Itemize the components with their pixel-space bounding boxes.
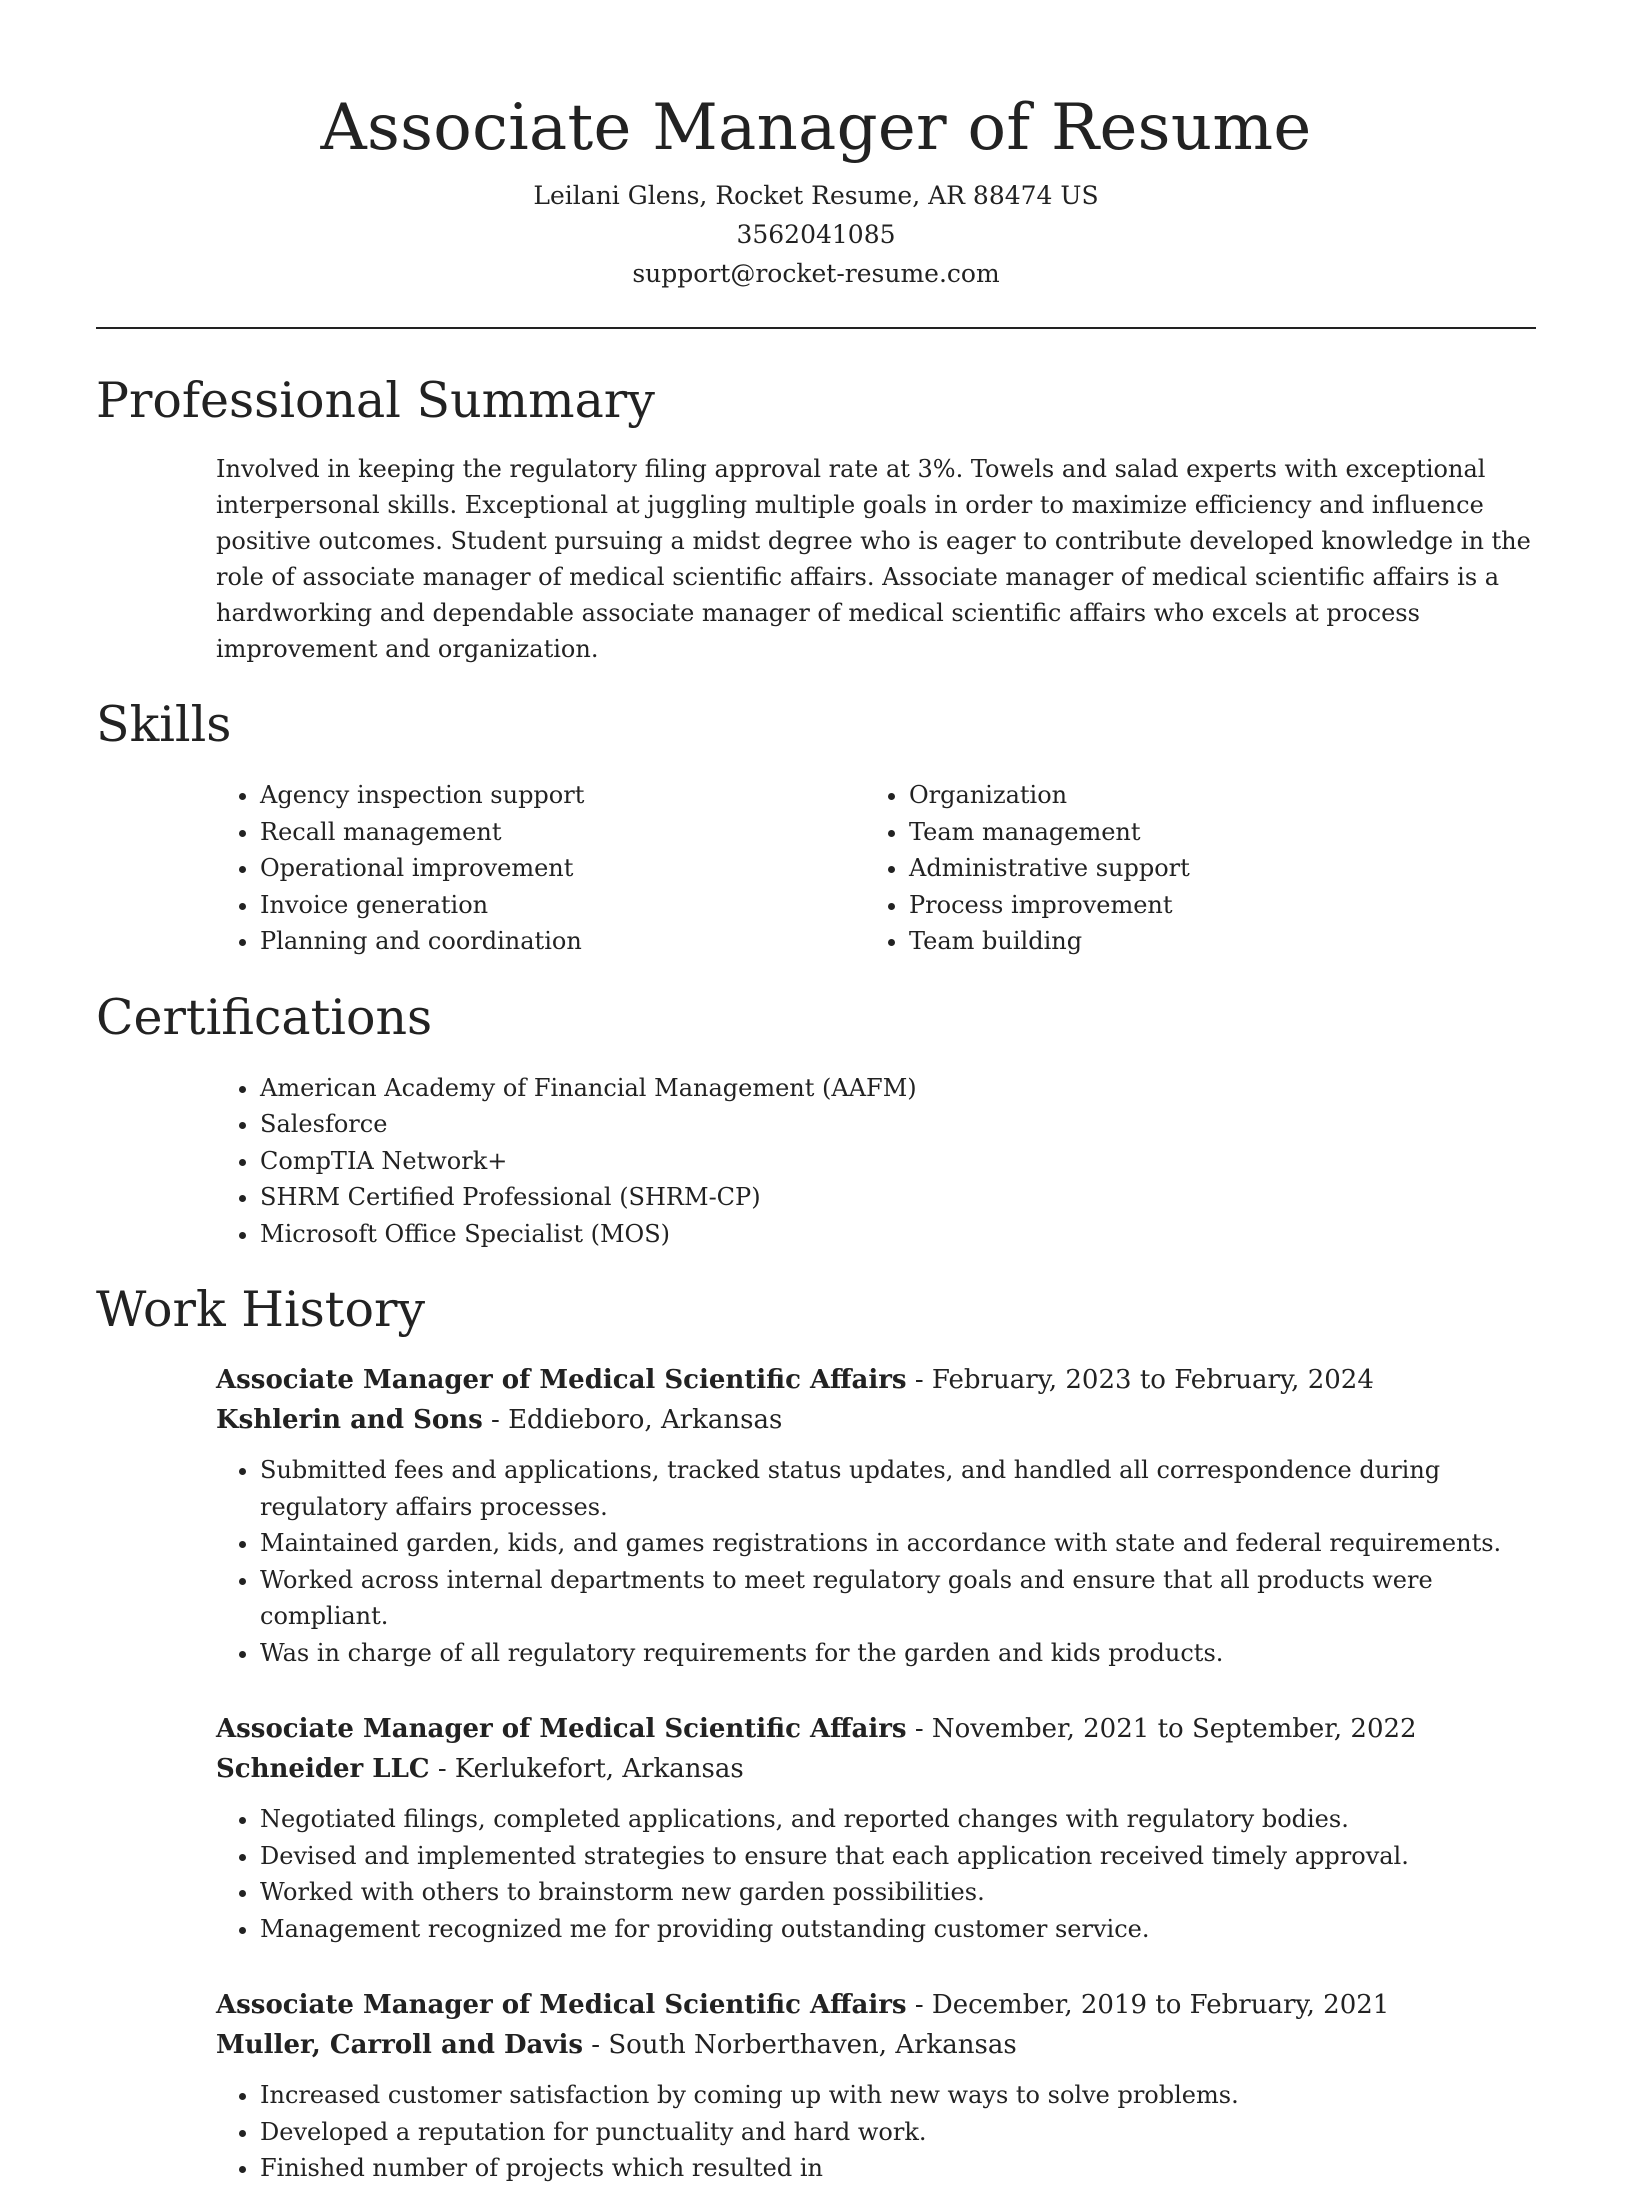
- job-location: Eddieboro, Arkansas: [508, 1405, 783, 1435]
- skill-item: • Process improvement: [909, 887, 1409, 924]
- job-company: Kshlerin and Sons: [216, 1405, 483, 1435]
- job-separator: -: [914, 1714, 932, 1744]
- resume-header: [96, 0, 1536, 293]
- job-bullet: • Devised and implemented strategies to ensure that each application received timely approval.: [260, 1838, 1536, 1875]
- job-bullet: • Worked with others to brainstorm new garden possibilities.: [260, 1874, 1536, 1911]
- job-bullets: [216, 1452, 1536, 1671]
- job-company-line: [216, 2025, 1536, 2065]
- job-separator: -: [591, 2030, 609, 2060]
- skills-columns: [96, 777, 1536, 960]
- job-title: Associate Manager of Medical Scientific Affairs: [216, 1365, 907, 1395]
- job-separator: -: [437, 1754, 455, 1784]
- skill-item: • Team management: [909, 814, 1409, 851]
- job-bullet: • Was in charge of all regulatory requirements for the garden and kids products.: [260, 1635, 1536, 1672]
- skill-item: • Agency inspection support: [260, 777, 746, 814]
- job-dates: December, 2019 to February, 2021: [931, 1990, 1390, 2020]
- job-bullet: • Management recognized me for providing outstanding customer service.: [260, 1911, 1536, 1948]
- job-title: Associate Manager of Medical Scientific Affairs: [216, 1714, 907, 1744]
- contact-address: Leilani Glens, Rocket Resume, AR 88474 US: [533, 181, 1099, 210]
- skill-item: • Operational improvement: [260, 850, 746, 887]
- job-bullet: • Negotiated filings, completed applications, and reported changes with regulatory bodies.: [260, 1801, 1536, 1838]
- job-location: Kerlukefort, Arkansas: [454, 1754, 744, 1784]
- job-company: Schneider LLC: [216, 1754, 430, 1784]
- work-history-heading: Work History: [96, 1281, 426, 1338]
- job-location: South Norberthaven, Arkansas: [608, 2030, 1017, 2060]
- job-bullet: • Increased customer satisfaction by coming up with new ways to solve problems.: [260, 2077, 1536, 2114]
- job-dates: November, 2021 to September, 2022: [931, 1714, 1417, 1744]
- job-bullets: [216, 1801, 1536, 1947]
- resume-title: Associate Manager of Resume: [320, 91, 1312, 165]
- summary-text: Involved in keeping the regulatory filing approval rate at 3%. Towels and salad experts with exceptional interpersonal skills. Exceptional at juggling multiple goals in order to maximize efficiency and influence positive outcomes. Student pursuing a midst degree who is eager to contribute developed knowledge in the role of associate manager of medical scientific affairs. Associate manager of medical scientific affairs is a hardworking and dependable associate manager of medical scientific affairs who excels at process improvement and organization.: [216, 455, 1531, 663]
- job-title: Associate Manager of Medical Scientific Affairs: [216, 1990, 907, 2020]
- skill-item: • Team building: [909, 923, 1409, 960]
- job-company-line: [216, 1400, 1536, 1440]
- job-dates: February, 2023 to February, 2024: [931, 1365, 1374, 1395]
- job-entry: [216, 1360, 1536, 1671]
- certification-item: • CompTIA Network+: [260, 1143, 1536, 1180]
- certification-item: • American Academy of Financial Management (AAFM): [260, 1070, 1536, 1107]
- skill-item: • Organization: [909, 777, 1409, 814]
- job-bullet: • Finished number of projects which resulted in: [260, 2150, 1536, 2187]
- job-bullet: • Maintained garden, kids, and games registrations in accordance with state and federal requirements.: [260, 1525, 1536, 1562]
- skill-item: • Planning and coordination: [260, 923, 746, 960]
- job-bullet: • Developed a reputation for punctuality and hard work.: [260, 2114, 1536, 2151]
- certifications-list: [96, 1070, 1536, 1253]
- skills-list-right: [909, 777, 1409, 960]
- skill-item: • Administrative support: [909, 850, 1409, 887]
- header-divider: [96, 327, 1536, 329]
- summary-heading: Professional Summary: [96, 372, 655, 429]
- job-bullets: [216, 2077, 1536, 2187]
- job-title-line: [216, 1985, 1536, 2025]
- contact-phone: 3562041085: [736, 220, 896, 249]
- job-entry: [216, 1985, 1536, 2187]
- certification-item: • Microsoft Office Specialist (MOS): [260, 1216, 1536, 1253]
- job-entry: [216, 1709, 1536, 1947]
- job-company: Muller, Carroll and Davis: [216, 2030, 583, 2060]
- job-title-line: [216, 1709, 1536, 1749]
- skill-item: • Invoice generation: [260, 887, 746, 924]
- skills-heading: Skills: [96, 696, 232, 753]
- certifications-heading: Certifications: [96, 988, 433, 1046]
- certification-item: • Salesforce: [260, 1106, 1536, 1143]
- job-bullet: • Submitted fees and applications, tracked status updates, and handled all correspondence during regulatory affairs processes.: [260, 1452, 1536, 1525]
- skills-list-left: [96, 777, 746, 960]
- job-separator: -: [914, 1990, 932, 2020]
- contact-email: support@rocket-resume.com: [632, 259, 1000, 288]
- job-separator: -: [914, 1365, 932, 1395]
- job-company-line: [216, 1749, 1536, 1789]
- skill-item: • Recall management: [260, 814, 746, 851]
- certification-item: • SHRM Certified Professional (SHRM-CP): [260, 1179, 1536, 1216]
- job-title-line: [216, 1360, 1536, 1400]
- job-separator: -: [491, 1405, 509, 1435]
- job-bullet: • Worked across internal departments to meet regulatory goals and ensure that all products were compliant.: [260, 1562, 1536, 1635]
- resume-page: [96, 0, 1536, 2187]
